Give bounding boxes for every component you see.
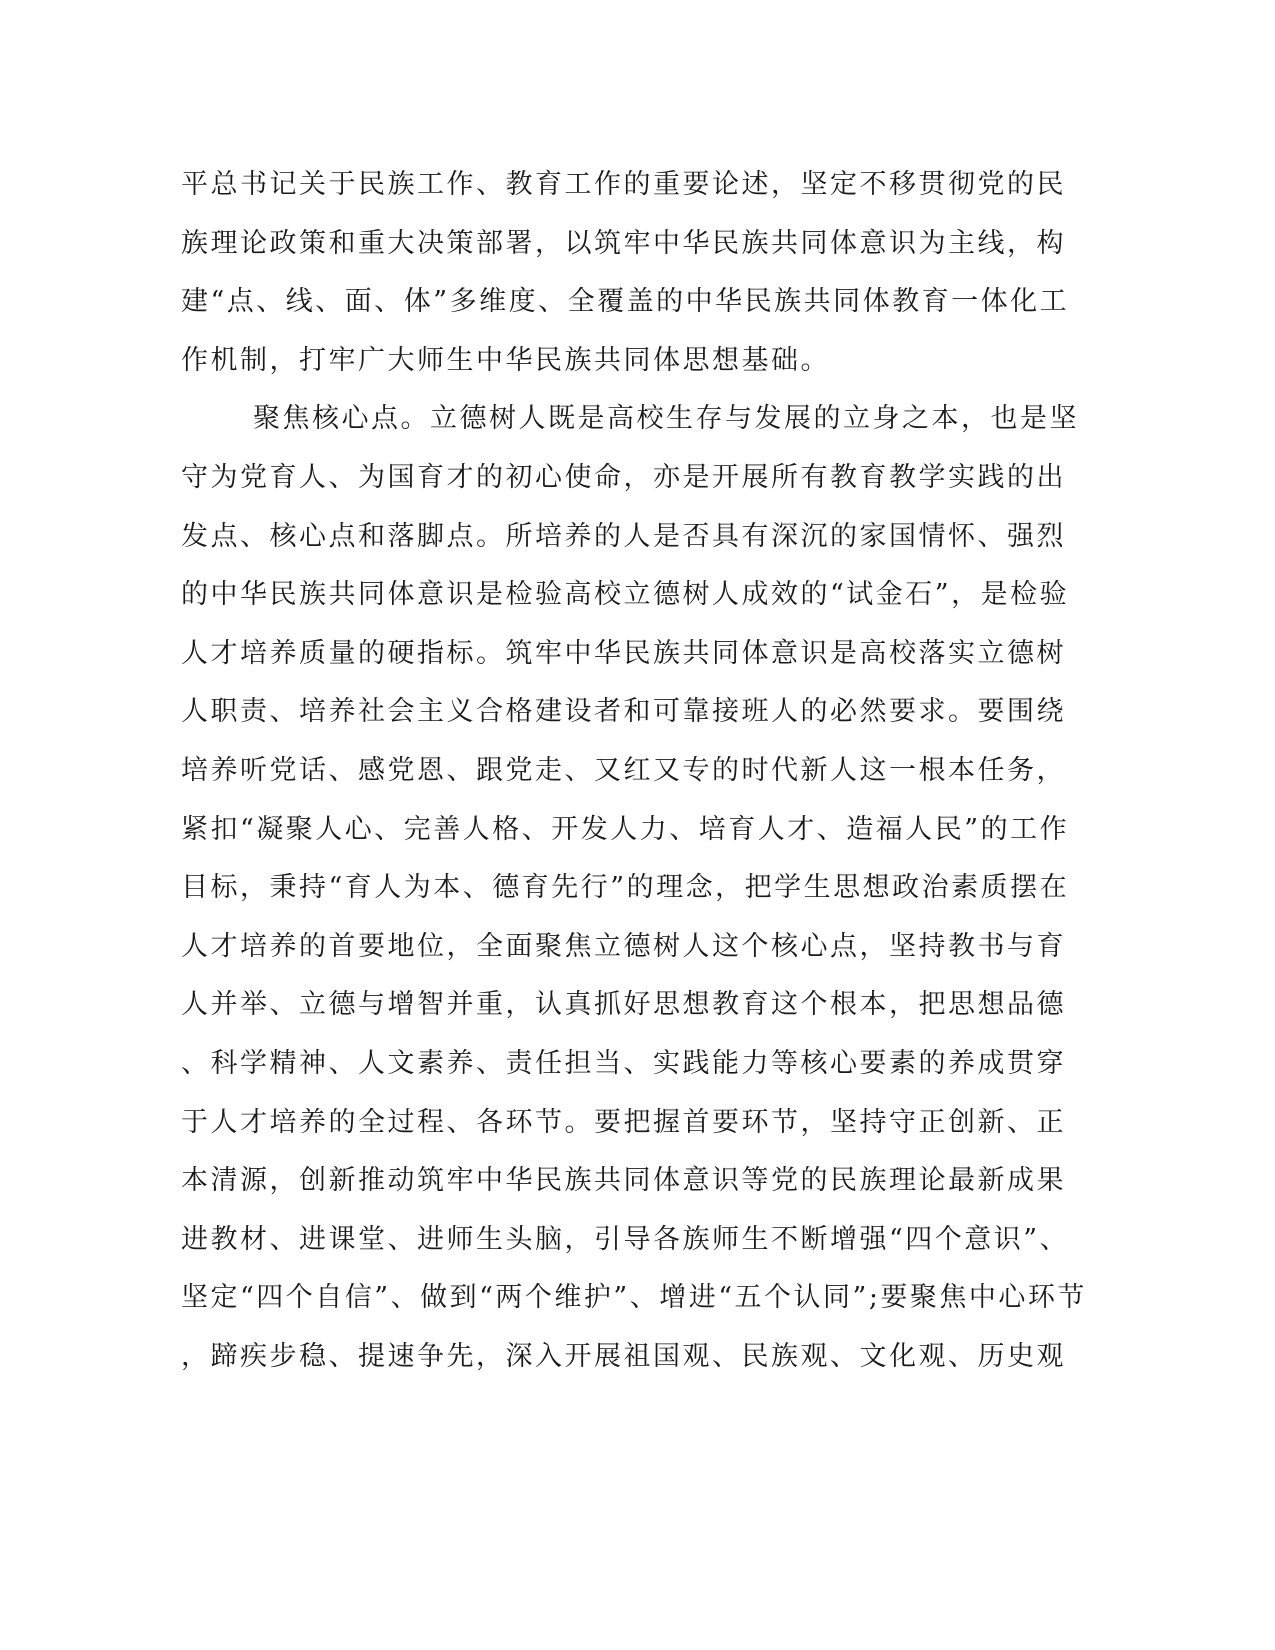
text-line: 人才培养质量的硬指标。筑牢中华民族共同体意识是高校落实立德树	[181, 637, 1066, 669]
text-line: 族理论政策和重大决策部署，以筑牢中华民族共同体意识为主线，构	[181, 227, 1066, 259]
text-line: 进教材、进课堂、进师生头脑，引导各族师生不断增强“四个意识”、	[181, 1223, 1070, 1255]
text-line: 发点、核心点和落脚点。所培养的人是否具有深沉的家国情怀、强烈	[181, 520, 1066, 552]
body-text	[181, 156, 1087, 1386]
text-line: 本清源，创新推动筑牢中华民族共同体意识等党的民族理论最新成果	[181, 1165, 1066, 1197]
text-line: 建“点、线、面、体”多维度、全覆盖的中华民族共同体教育一体化工	[181, 286, 1070, 318]
text-line: ，蹄疾步稳、提速争先，深入开展祖国观、民族观、文化观、历史观	[181, 1340, 1066, 1372]
text-line: 于人才培养的全过程、各环节。要把握首要环节，坚持守正创新、正	[181, 1106, 1066, 1138]
text-line: 、科学精神、人文素养、责任担当、实践能力等核心要素的养成贯穿	[181, 1047, 1066, 1079]
text-line: 人才培养的首要地位，全面聚焦立德树人这个核心点，坚持教书与育	[181, 930, 1066, 962]
text-line: 的中华民族共同体意识是检验高校立德树人成效的“试金石”，是检验	[181, 579, 1070, 611]
text-line: 培养听党话、感党恩、跟党走、又红又专的时代新人这一根本任务，	[181, 754, 1066, 786]
text-line: 目标，秉持“育人为本、德育先行”的理念，把学生思想政治素质摆在	[181, 872, 1070, 904]
paragraph-start-line: 聚焦核心点。立德树人既是高校生存与发展的立身之本，也是坚	[253, 403, 1079, 435]
text-line: 人职责、培养社会主义合格建设者和可靠接班人的必然要求。要围绕	[181, 696, 1066, 728]
text-line: 守为党育人、为国育才的初心使命，亦是开展所有教育教学实践的出	[181, 461, 1066, 493]
text-line: 坚定“四个自信”、做到“两个维护”、增进“五个认同”;要聚焦中心环节	[181, 1282, 1087, 1314]
text-line: 作机制，打牢广大师生中华民族共同体思想基础。	[181, 344, 830, 376]
text-line: 平总书记关于民族工作、教育工作的重要论述，坚定不移贯彻党的民	[181, 169, 1066, 200]
text-line: 人并举、立德与增智并重，认真抓好思想教育这个根本，把思想品德	[181, 989, 1066, 1021]
text-line: 紧扣“凝聚人心、完善人格、开发人力、培育人才、造福人民”的工作	[181, 813, 1070, 845]
